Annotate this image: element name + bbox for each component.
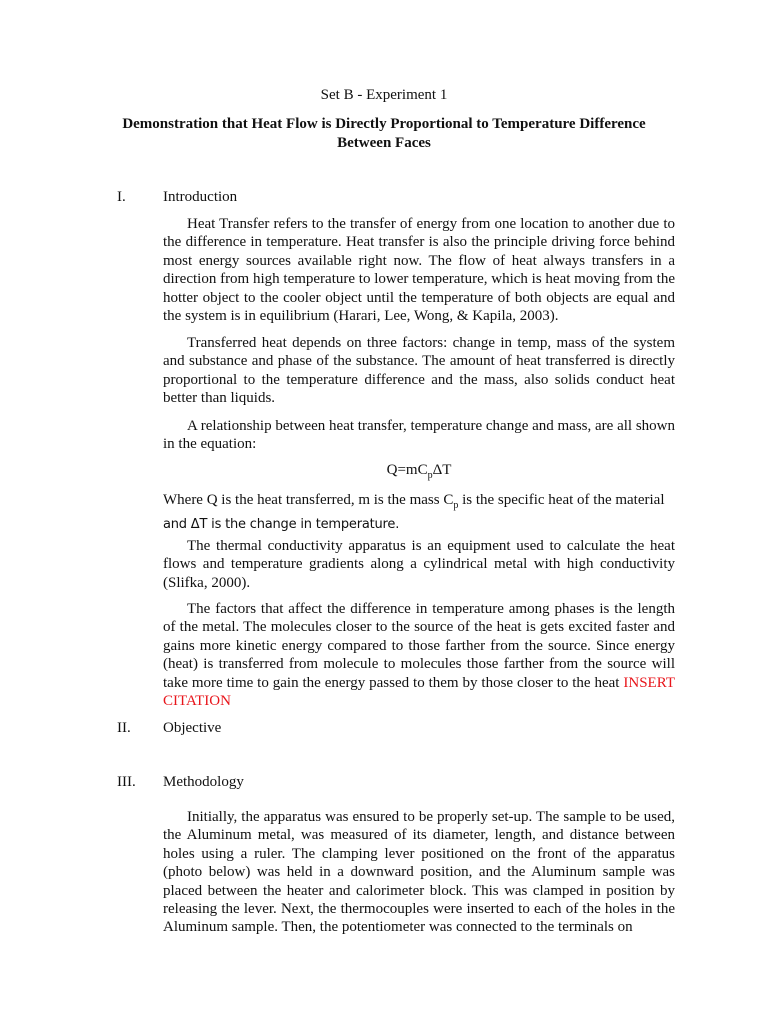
set-label: Set B - Experiment 1 <box>320 87 448 103</box>
heat-equation <box>163 462 675 481</box>
section-number-2: II. <box>117 720 131 736</box>
section-title-objective: Objective <box>163 720 222 736</box>
section-number-1: I. <box>117 189 126 205</box>
section-title-methodology: Methodology <box>163 774 244 790</box>
document-title: Demonstration that Heat Flow is Directly Proportional to Temperature Difference Between Faces <box>122 116 646 151</box>
intro-p4-subscript: p <box>453 500 459 511</box>
intro-p4-text: Where Q is the heat transferred, m is the mass C <box>163 492 454 508</box>
methodology-paragraph-1: Initially, the apparatus was ensured to be properly set-up. The sample to be used, the Aluminum metal, was measured of its diameter, length, and distance between holes using a ruler. The clamping lever positioned on the front of the apparatus (photo below) was held in a downward position, and the Aluminum sample was placed between the heater and calorimeter block. This was clamped in position by releasing the lever. Next, the thermocouples were inserted to each of the holes in the Aluminum sample. Then, the potentiometer was connected to the terminals on <box>163 809 675 936</box>
intro-paragraph-2: Transferred heat depends on three factors: change in temp, mass of the system and substance and phase of the substance. The amount of heat transferred is directly proportional to the temperature difference and the mass, also solids conduct heat better than liquids. <box>163 335 675 407</box>
intro-p6-text: The factors that affect the difference in temperature among phases is the length of the metal. The molecules closer to the source of the heat is gets excited faster and gains more kinetic energy compared to those farther from the source. Since energy (heat) is transferred from molecule to molecules those farther from the source will take more time to gain the energy passed to them by those closer to the heat <box>163 601 675 691</box>
equation-subscript: p <box>427 470 433 481</box>
intro-paragraph-1: Heat Transfer refers to the transfer of energy from one location to another due to the difference in temperature. Heat transfer is also the principle driving force behind most energy sources available right now. The flow of heat always transfers in a direction from high temperature to lower temperature, which is heat moving from the hotter object to the cooler object until the temperature of both objects are equal and the system is in equilibrium (Harari, Lee, Wong, & Kapila, 2003). <box>163 216 675 325</box>
section-number-3: III. <box>117 774 136 790</box>
equation-left: Q=mC <box>386 462 428 478</box>
insert-citation-note: INSERT CITATION <box>163 674 675 710</box>
section-title-introduction: Introduction <box>163 189 238 205</box>
intro-paragraph-5: The thermal conductivity apparatus is an equipment used to calculate the heat flows and temperature gradients along a cylindrical metal with high conductivity (Slifka, 2000). <box>163 538 675 591</box>
intro-p4-text-2: is the specific heat of the material <box>458 492 665 508</box>
equation-right: ΔT <box>432 462 452 478</box>
intro-paragraph-6 <box>163 600 675 710</box>
intro-paragraph-4 <box>163 491 675 535</box>
intro-paragraph-3: A relationship between heat transfer, temperature change and mass, are all shown in the equation: <box>163 418 675 453</box>
intro-p4-text-3: and ΔT is the change in temperature. <box>163 517 400 533</box>
